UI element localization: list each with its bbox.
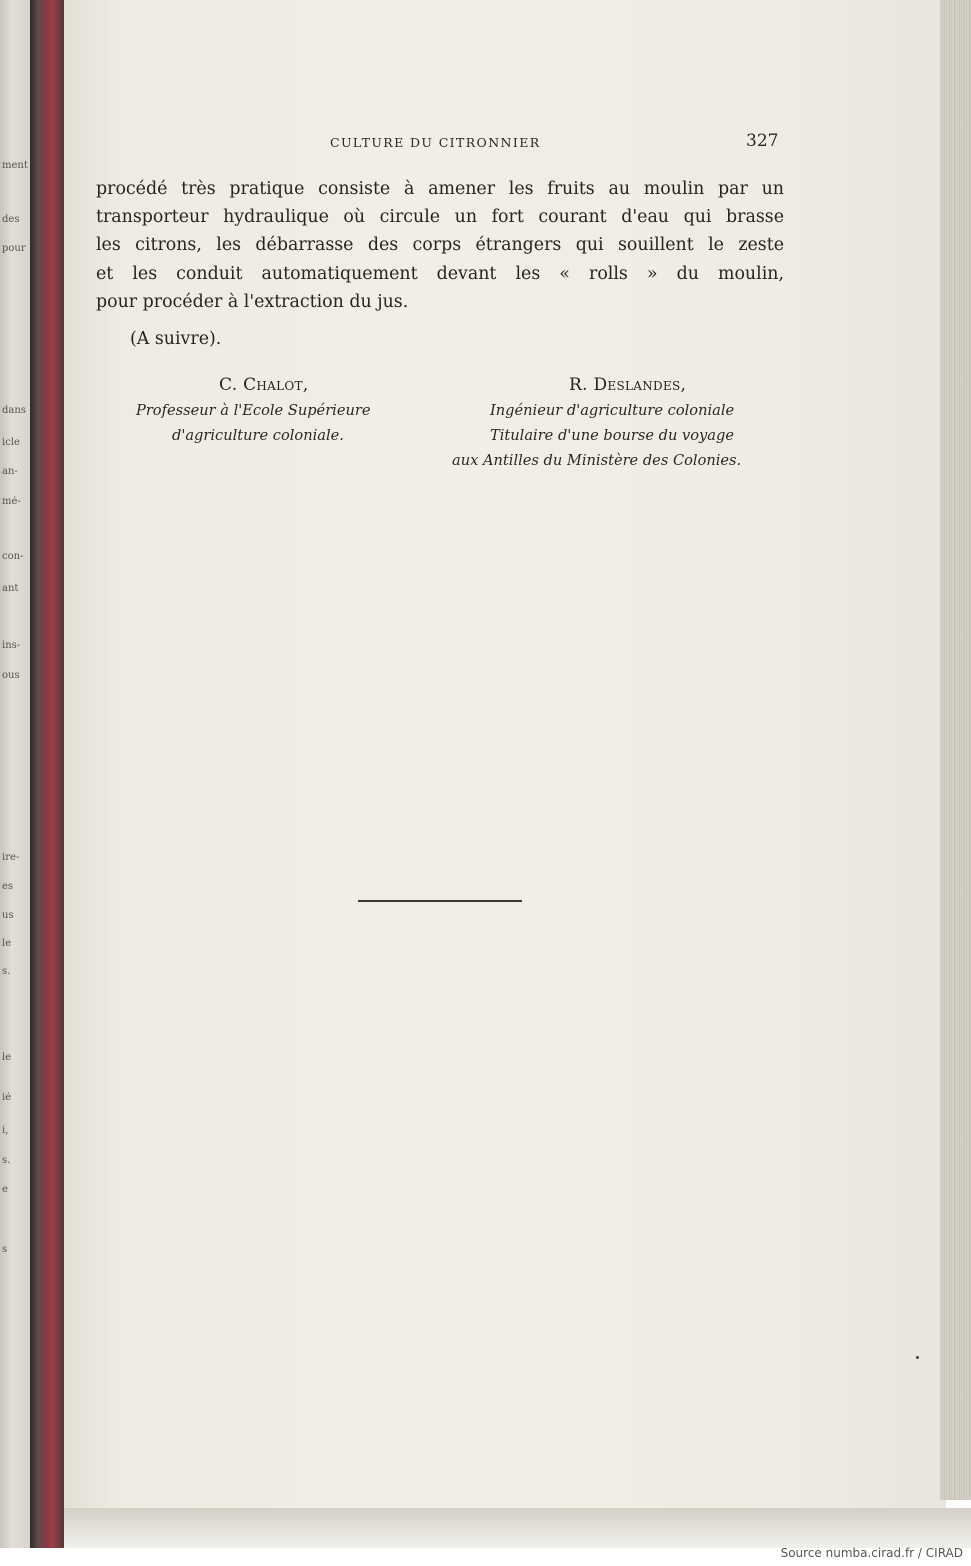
page-bottom-shadow [64,1508,971,1550]
running-head: CULTURE DU CITRONNIER [330,135,541,150]
body-line: et les conduit automatiquement devant les « rolls » du moulin, [96,263,784,284]
margin-fragment: ié [2,1092,12,1103]
previous-page-edge [0,0,30,1548]
page-stack-edges [940,0,971,1500]
book-spine [30,0,68,1548]
body-paragraph [96,175,784,316]
margin-fragment: ous [2,670,20,681]
margin-fragment: an- [2,466,18,477]
margin-fragment: s. [2,966,11,977]
margin-fragment: pour [2,243,26,254]
body-line: procédé très pratique consiste à amener les fruits au moulin par un [96,179,784,199]
margin-fragment: s. [2,1155,11,1166]
margin-fragment: le [2,1052,12,1063]
margin-fragment: mé- [2,496,21,507]
margin-fragment: des [2,214,20,225]
to-be-continued-note: (A suivre). [130,329,222,349]
body-line: transporteur hydraulique où circule un fort courant d'eau qui brasse [96,207,784,228]
margin-fragment: con- [2,551,24,562]
author-name-deslandes: R. Deslandes, [569,375,687,395]
margin-fragment: us [2,910,14,921]
page-number: 327 [746,131,779,151]
margin-fragment: icle [2,437,20,448]
author-affiliation-line: Ingénieur d'agriculture coloniale [490,402,735,419]
section-end-rule [358,900,522,902]
author-name-chalot: C. Chalot, [219,375,309,395]
margin-fragment: i, [2,1125,9,1136]
margin-fragment: le [2,938,12,949]
body-line: les citrons, les débarrasse des corps étrangers qui souillent le zeste [96,235,784,256]
margin-fragment: e [2,1184,8,1195]
body-line: pour procéder à l'extraction du jus. [96,291,409,312]
author-affiliation-line: Professeur à l'Ecole Supérieure [136,402,371,419]
author-affiliation-line: Titulaire d'une bourse du voyage [490,427,734,444]
ink-speck [916,1356,919,1359]
margin-fragment: ire- [2,852,20,863]
author-affiliation-line: aux Antilles du Ministère des Colonies. [452,452,742,469]
margin-fragment: ant [2,583,19,594]
margin-fragment: es [2,881,14,892]
margin-fragment: ins- [2,640,21,651]
margin-fragment: s [2,1244,8,1255]
source-credit: Source numba.cirad.fr / CIRAD [780,1546,963,1560]
margin-fragment: ment [2,160,28,171]
margin-fragment: dans [2,405,26,416]
author-affiliation-line: d'agriculture coloniale. [172,427,344,444]
